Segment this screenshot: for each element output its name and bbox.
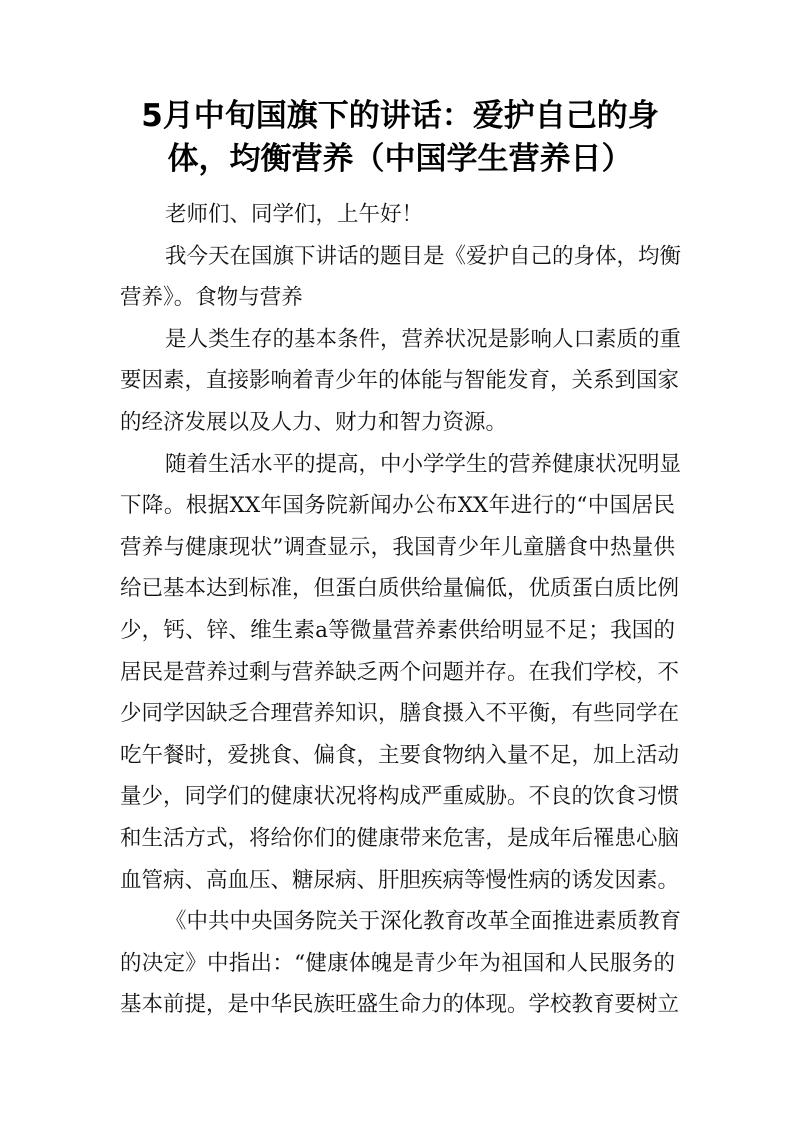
text-line: 老师们、同学们，上午好！ [165, 202, 424, 227]
text-line: 血管病、高血压、糖尿病、肝胆疾病等慢性病的诱发因素。 [120, 867, 680, 893]
document-body [120, 194, 682, 1026]
paragraph-health-status [120, 444, 682, 902]
text-line: 量少，同学们的健康状况将构成严重威胁。不良的饮食习惯 [120, 784, 680, 810]
text-line: 少同学因缺乏合理营养知识，膳食摄入不平衡，有些同学在 [120, 701, 680, 727]
paragraph-nutrition [120, 319, 682, 444]
text-line: 的经济发展以及人力、财力和智力资源。 [120, 409, 508, 435]
text-line: 吃午餐时，爱挑食、偏食，主要食物纳入量不足，加上活动 [120, 742, 680, 768]
paragraph-greeting [120, 194, 675, 236]
paragraph-decision [120, 901, 682, 1026]
title-line: 体，均衡营养（中国学生营养日） [167, 141, 633, 177]
text-line: 是人类生存的基本条件，营养状况是影响人口素质的重 [165, 326, 682, 352]
text-line: 营养与健康现状”调查显示，我国青少年儿童膳食中热量供 [120, 534, 675, 560]
title-line: 5月中旬国旗下的讲话：爱护自己的身 [141, 98, 659, 134]
text-line: 《中共中央国务院关于深化教育改革全面推进素质教育 [165, 909, 682, 935]
text-line: 要因素，直接影响着青少年的体能与智能发育，关系到国家 [120, 368, 680, 394]
text-line: 给已基本达到标准，但蛋白质供给量偏低，优质蛋白质比例 [120, 576, 680, 602]
text-line: 居民是营养过剩与营养缺乏两个问题并存。在我们学校，不 [120, 659, 680, 685]
text-line: 少，钙、锌、维生素a等微量营养素供给明显不足；我国的 [120, 617, 675, 643]
text-line: 随着生活水平的提高，中小学学生的营养健康状况明显 [165, 451, 682, 477]
text-line: 营养》。食物与营养 [120, 285, 303, 311]
document-title [110, 95, 690, 181]
text-line: 基本前提，是中华民族旺盛生命力的体现。学校教育要树立 [120, 992, 680, 1018]
text-line: 我今天在国旗下讲话的题目是《爱护自己的身体，均衡 [165, 243, 682, 269]
text-line: 下降。根据XX年国务院新闻办公布XX年进行的“中国居民 [120, 493, 675, 519]
text-line: 和生活方式，将给你们的健康带来危害，是成年后罹患心脑 [120, 825, 680, 851]
text-line: 的决定》中指出：“健康体魄是青少年为祖国和人民服务的 [120, 950, 675, 976]
paragraph-topic [120, 236, 682, 319]
